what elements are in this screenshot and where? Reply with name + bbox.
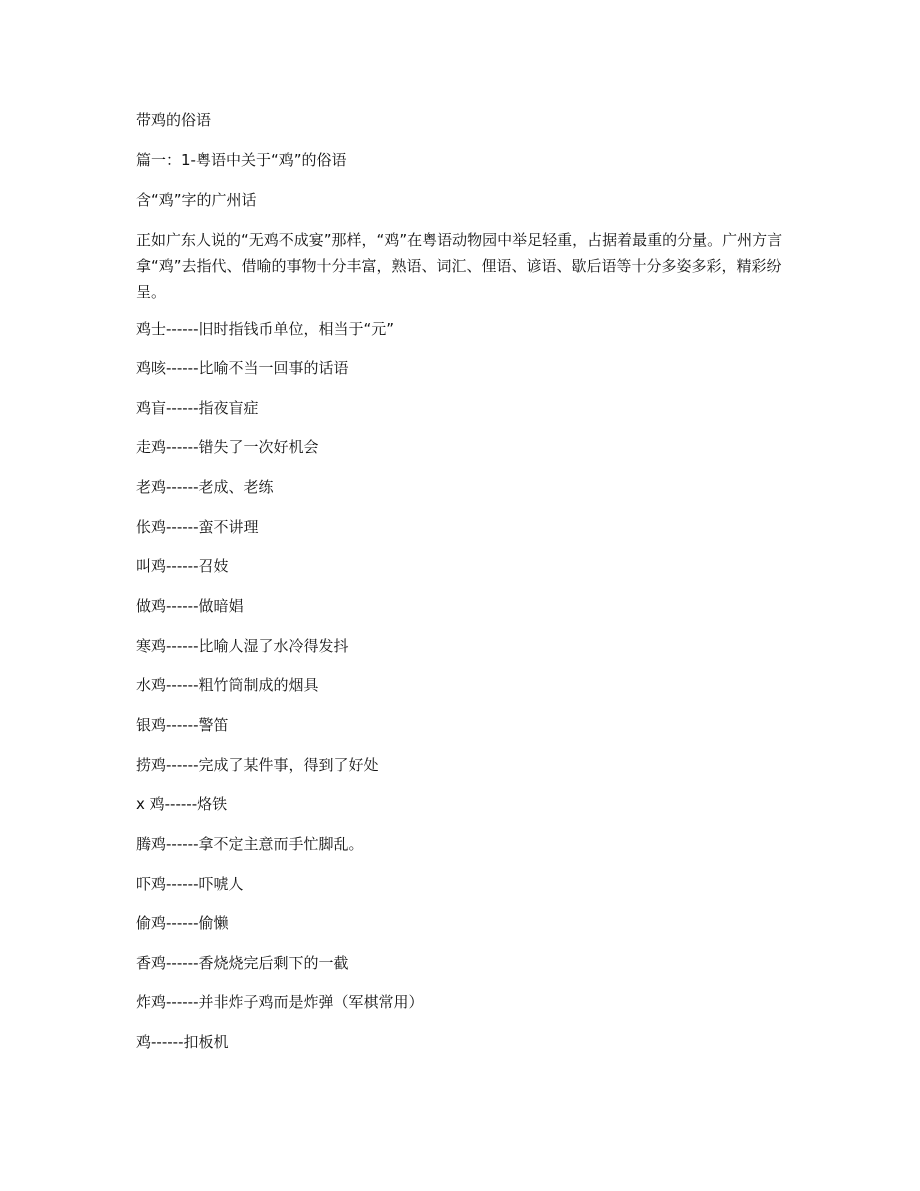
list-item: 寒鸡------比喻人湿了水冷得发抖 <box>136 637 349 655</box>
list-item: 银鸡------警笛 <box>136 716 229 734</box>
list-item: 做鸡------做暗娼 <box>136 597 244 615</box>
list-item: 鸡盲------指夜盲症 <box>136 399 259 417</box>
list-item: 炸鸡------并非炸子鸡而是炸弹（军棋常用） <box>136 993 424 1011</box>
list-item: 伥鸡------蛮不讲理 <box>136 518 259 536</box>
subheading: 含“鸡”字的广州话 <box>136 191 257 209</box>
section-heading: 篇一：1-粤语中关于“鸡”的俗语 <box>136 151 347 169</box>
list-item: x 鸡------烙铁 <box>136 795 228 813</box>
list-item: 水鸡------粗竹筒制成的烟具 <box>136 676 319 694</box>
list-item: 捞鸡------完成了某件事，得到了好处 <box>136 756 379 774</box>
list-item: 香鸡------香烧烧完后剩下的一截 <box>136 954 349 972</box>
intro-paragraph: 正如广东人说的“无鸡不成宴”那样，“鸡”在粤语动物园中举足轻重，占据着最重的分量。广州方言拿“鸡”去指代、借喻的事物十分丰富，熟语、词汇、俚语、谚语、歇后语等十分多姿多彩，精彩纷呈。 <box>136 231 783 301</box>
list-item: 鸡------扣板机 <box>136 1033 229 1051</box>
list-item: 老鸡------老成、老练 <box>136 478 274 496</box>
list-item: 腾鸡------拿不定主意而手忙脚乱。 <box>136 835 364 853</box>
list-item: 偷鸡------偷懒 <box>136 914 229 932</box>
list-item: 吓鸡------吓唬人 <box>136 875 244 893</box>
list-item: 鸡咳------比喻不当一回事的话语 <box>136 359 349 377</box>
list-item: 鸡士------旧时指钱币单位，相当于“元” <box>136 320 395 338</box>
list-item: 叫鸡------召妓 <box>136 557 229 575</box>
list-item: 走鸡------错失了一次好机会 <box>136 438 319 456</box>
document-title: 带鸡的俗语 <box>136 111 212 129</box>
